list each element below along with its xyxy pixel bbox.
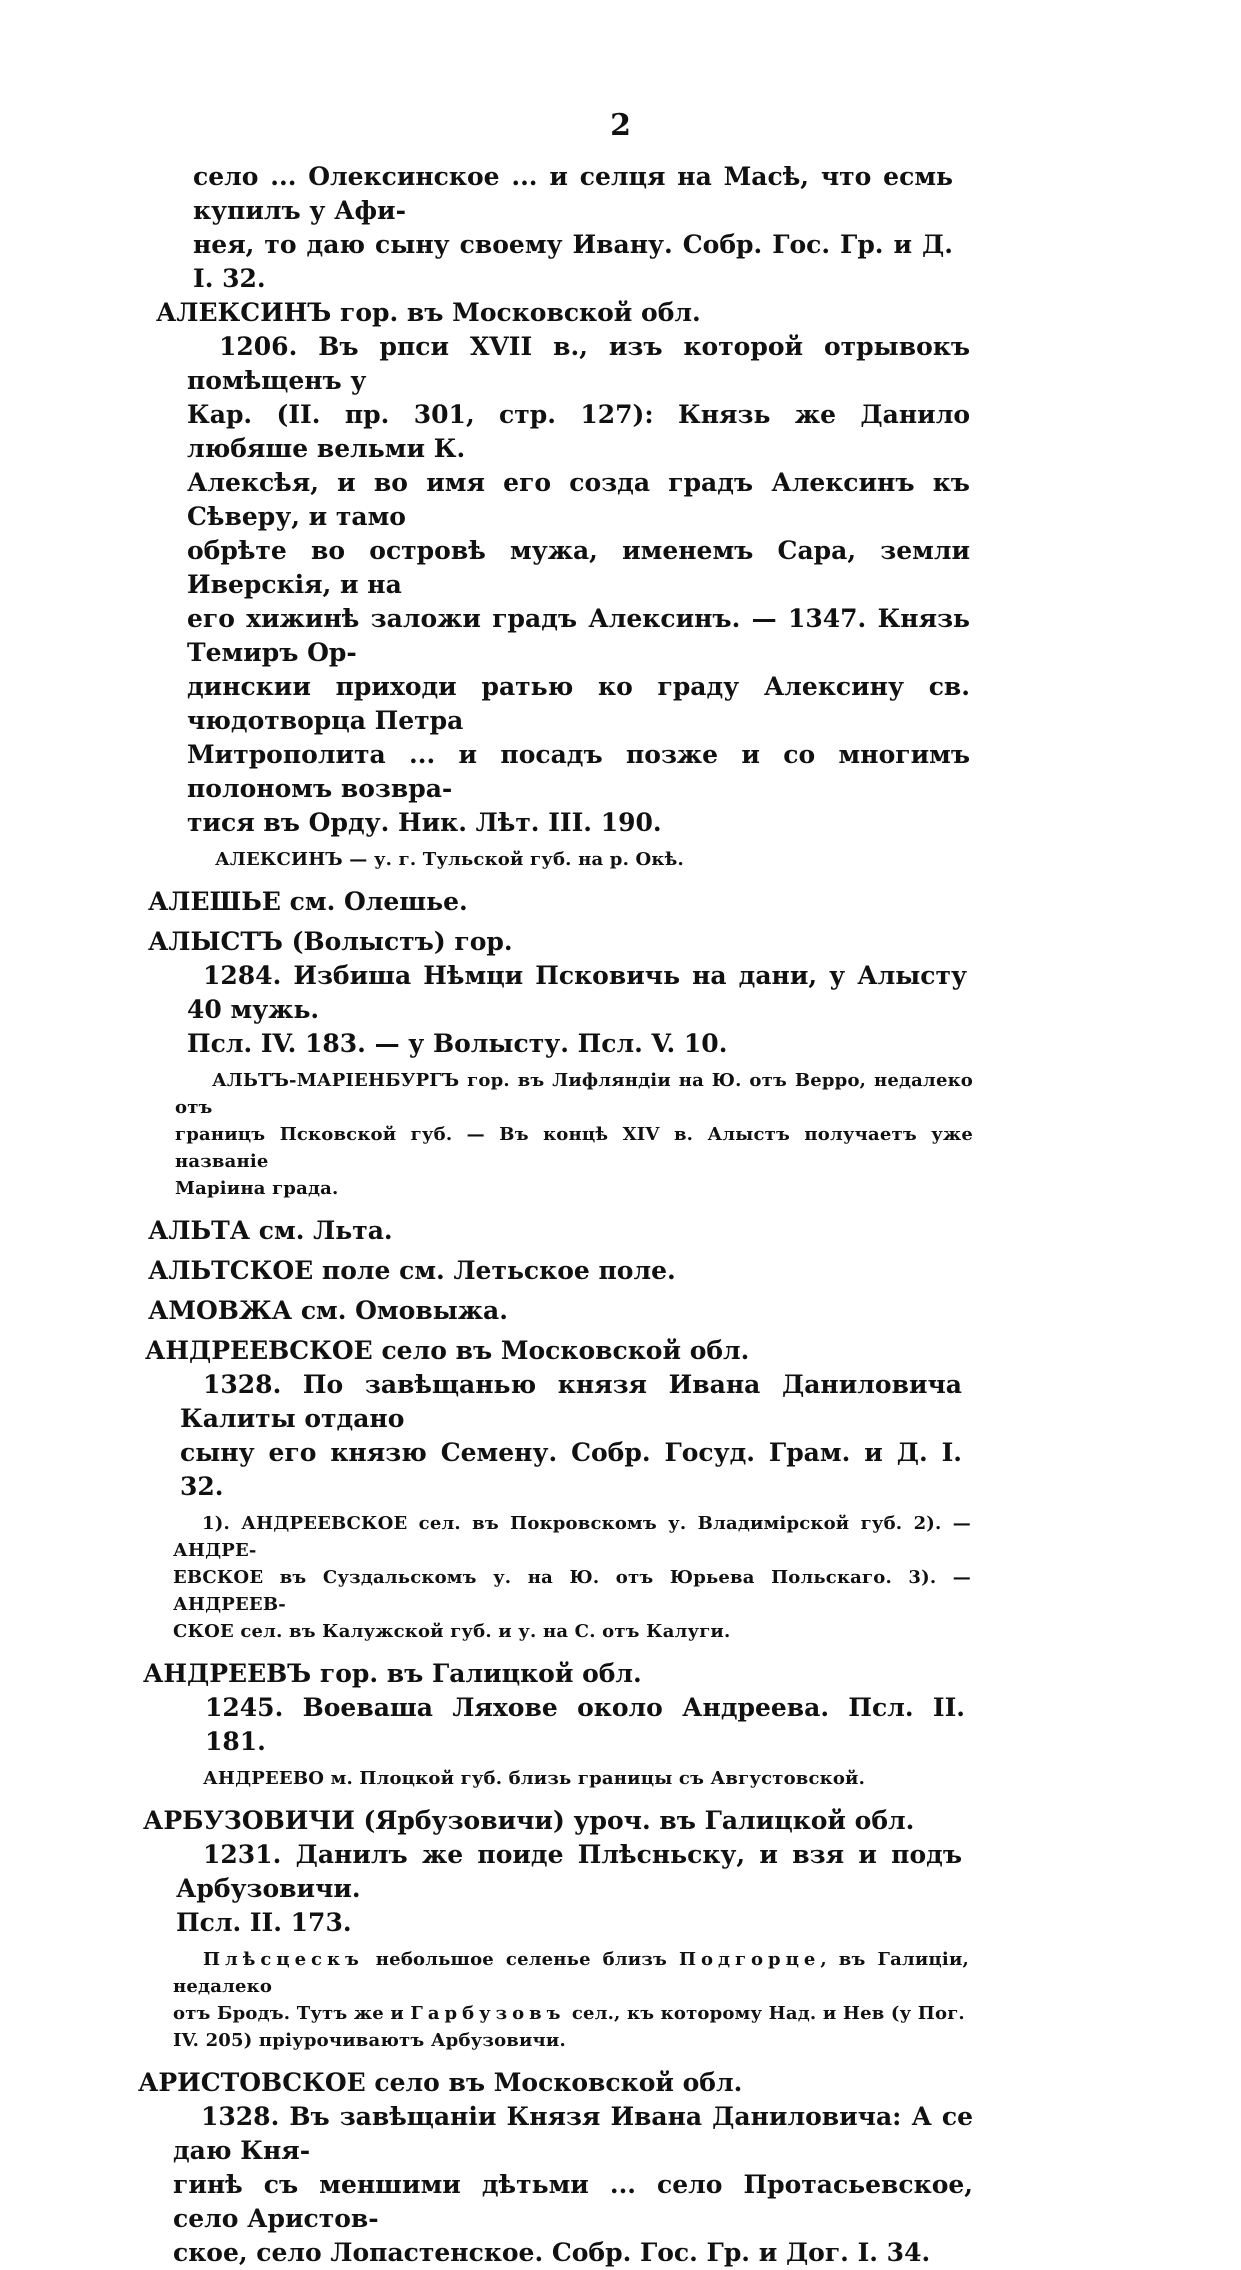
note-spaced-word: Плѣсцескъ (203, 1949, 364, 1970)
text-line: его хижинѣ заложи градъ Алексинъ. — 1347. Князь Темиръ Ор- (187, 604, 970, 667)
note-line (173, 2000, 969, 2027)
entry-body-aleksin (187, 330, 970, 840)
text-line: 1206. Въ рпси XVII в., изъ которой отрывокъ помѣщенъ у (187, 332, 970, 395)
headword: АРБУЗОВИЧИ (143, 1806, 355, 1835)
text-line: нея, то даю сыну своему Ивану. Собр. Гос. Гр. и Д. I. 32. (193, 230, 953, 293)
text-line: Митрополита ... и посадъ позже и со многимъ полономъ возвра- (187, 740, 970, 803)
entry-heading-aleksin (156, 296, 1241, 330)
text-line: село ... Олексинское ... и селця на Масѣ, что есмь купилъ у Афи- (193, 162, 953, 225)
entry-note-andreev: АНДРЕЕВО м. Плоцкой губ. близь границы съ Августовской. (203, 1768, 866, 1789)
note-line: АЛЬТЪ-МАРІЕНБУРГЪ гор. въ Лифляндіи на Ю. отъ Верро, недалеко отъ (175, 1070, 973, 1118)
heading-rest: (Ярбузовичи) уроч. въ Галицкой обл. (354, 1806, 915, 1835)
headword: АЛЕКСИНЪ (156, 298, 332, 327)
entry-heading-alta (148, 1214, 1241, 1248)
heading-rest: село въ Московской обл. (372, 1336, 750, 1365)
entry-heading-arbuzovichi (143, 1804, 1241, 1838)
text-line: Псл. II. 173. (176, 1908, 352, 1937)
headword: АЛЬТА (148, 1216, 251, 1245)
entry-body-alyst (187, 959, 967, 1061)
text-line: 1284. Избиша Нѣмци Псковичь на дани, у Алысту 40 мужь. (187, 961, 967, 1024)
entry-heading-altskoe (148, 1254, 1241, 1288)
heading-rest: гор. въ Московской обл. (331, 298, 701, 327)
heading-rest: см. Олешье. (280, 887, 468, 916)
text-line: Псл. IV. 183. — у Волысту. Псл. V. 10. (187, 1029, 728, 1058)
text-line: гинѣ съ меншими дѣтьми ... село Протасьевское, село Аристов- (173, 2170, 973, 2233)
heading-rest: село въ Московской обл. (365, 2068, 743, 2097)
note-text: сел., къ которому Над. и Нев (у Пог. (565, 2003, 965, 2024)
headword: АЛЬТСКОЕ (148, 1256, 314, 1285)
note-line: Маріина града. (175, 1178, 339, 1199)
note-spaced-word: Подгорце (679, 1949, 821, 1970)
note-text: отъ Бродъ. Тутъ же и (173, 2003, 411, 2024)
entry-heading-amovzha (148, 1294, 1241, 1328)
entry-heading-aristovskoe (138, 2066, 1241, 2100)
headword: АЛЫСТЪ (148, 927, 283, 956)
entry-heading-andreev (143, 1657, 1241, 1691)
entry-note-arbuzovichi (173, 1946, 969, 2054)
text-line: обрѣте во островѣ мужа, именемъ Сара, земли Иверскія, и на (187, 536, 970, 599)
entry-note-alyst (175, 1067, 973, 1202)
heading-rest: см. Льта. (250, 1216, 393, 1245)
entry-heading-aleshe (148, 885, 1241, 919)
text-line: Кар. (II. пр. 301, стр. 127): Князь же Данило любяше вельми К. (187, 400, 970, 463)
note-line: ЕВСКОЕ въ Суздальскомъ у. на Ю. отъ Юрьева Польскаго. 3). — АНДРЕЕВ- (173, 1567, 971, 1615)
entry-body-andreev (205, 1691, 965, 1759)
text-line: ское, село Лопастенское. Собр. Гос. Гр. и Дог. I. 34. (173, 2238, 931, 2267)
page-number: 2 (610, 108, 631, 143)
entry-note-aleksin: АЛЕКСИНЪ — у. г. Тульской губ. на р. Окѣ. (215, 849, 684, 870)
text-line: 1231. Данилъ же поиде Плѣсньску, и взя и подъ Арбузовичи. (176, 1840, 962, 1903)
headword: АРИСТОВСКОЕ (138, 2068, 366, 2097)
heading-rest: см. Омовыжа. (292, 1296, 508, 1325)
entry-body-andreevskoe (180, 1368, 962, 1504)
text-line: 1328. Въ завѣщаніи Князя Ивана Даниловича: А се даю Кня- (173, 2102, 973, 2165)
headword: АМОВЖА (148, 1296, 293, 1325)
entry-heading-andreevskoe (145, 1334, 1241, 1368)
heading-rest: гор. въ Галицкой обл. (311, 1659, 642, 1688)
headword: АНДРЕЕВЪ (143, 1659, 312, 1688)
heading-rest: поле см. Летьское поле. (313, 1256, 676, 1285)
text-line: тися въ Орду. Ник. Лѣт. III. 190. (187, 808, 662, 837)
note-line: СКОЕ сел. въ Калужской губ. и у. на С. отъ Калуги. (173, 1621, 731, 1642)
note-text: небольшое селенье близъ (363, 1949, 679, 1970)
note-line: границъ Псковской губ. — Въ концѣ XIV в. Алыстъ получаетъ уже названіе (175, 1124, 973, 1172)
entry-body-aristovskoe (173, 2100, 973, 2270)
text-line: 1245. Воеваша Ляхове около Андреева. Псл. II. 181. (205, 1693, 965, 1756)
heading-rest: (Волыстъ) гор. (282, 927, 513, 956)
note-line: 1). АНДРЕЕВСКОЕ сел. въ Покровскомъ у. Владимірской губ. 2). — АНДРЕ- (173, 1513, 971, 1561)
text-line: Алексѣя, и во имя его созда градъ Алексинъ къ Сѣверу, и тамо (187, 468, 970, 531)
note-spaced-word: Гарбузовъ (410, 2003, 566, 2024)
headword: АЛЕШЬЕ (148, 887, 281, 916)
note-line (173, 1946, 969, 2000)
entry-body-arbuzovichi (176, 1838, 962, 1940)
headword: АНДРЕЕВСКОЕ (145, 1336, 373, 1365)
continuation-block (193, 160, 953, 296)
note-line: IV. 205) пріурочиваютъ Арбузовичи. (173, 2030, 566, 2051)
text-line: динскии приходи ратью ко граду Алексину св. чюдотворца Петра (187, 672, 970, 735)
text-line: 1328. По завѣщанью князя Ивана Даниловича Калиты отдано (180, 1370, 962, 1433)
text-line: сыну его князю Семену. Собр. Госуд. Грам. и Д. I. 32. (180, 1438, 962, 1501)
note-text: , въ Галиціи, недалеко (173, 1949, 969, 1997)
page-body (0, 160, 1241, 2270)
entry-note-andreevskoe (173, 1510, 971, 1645)
entry-heading-alyst (148, 925, 1241, 959)
